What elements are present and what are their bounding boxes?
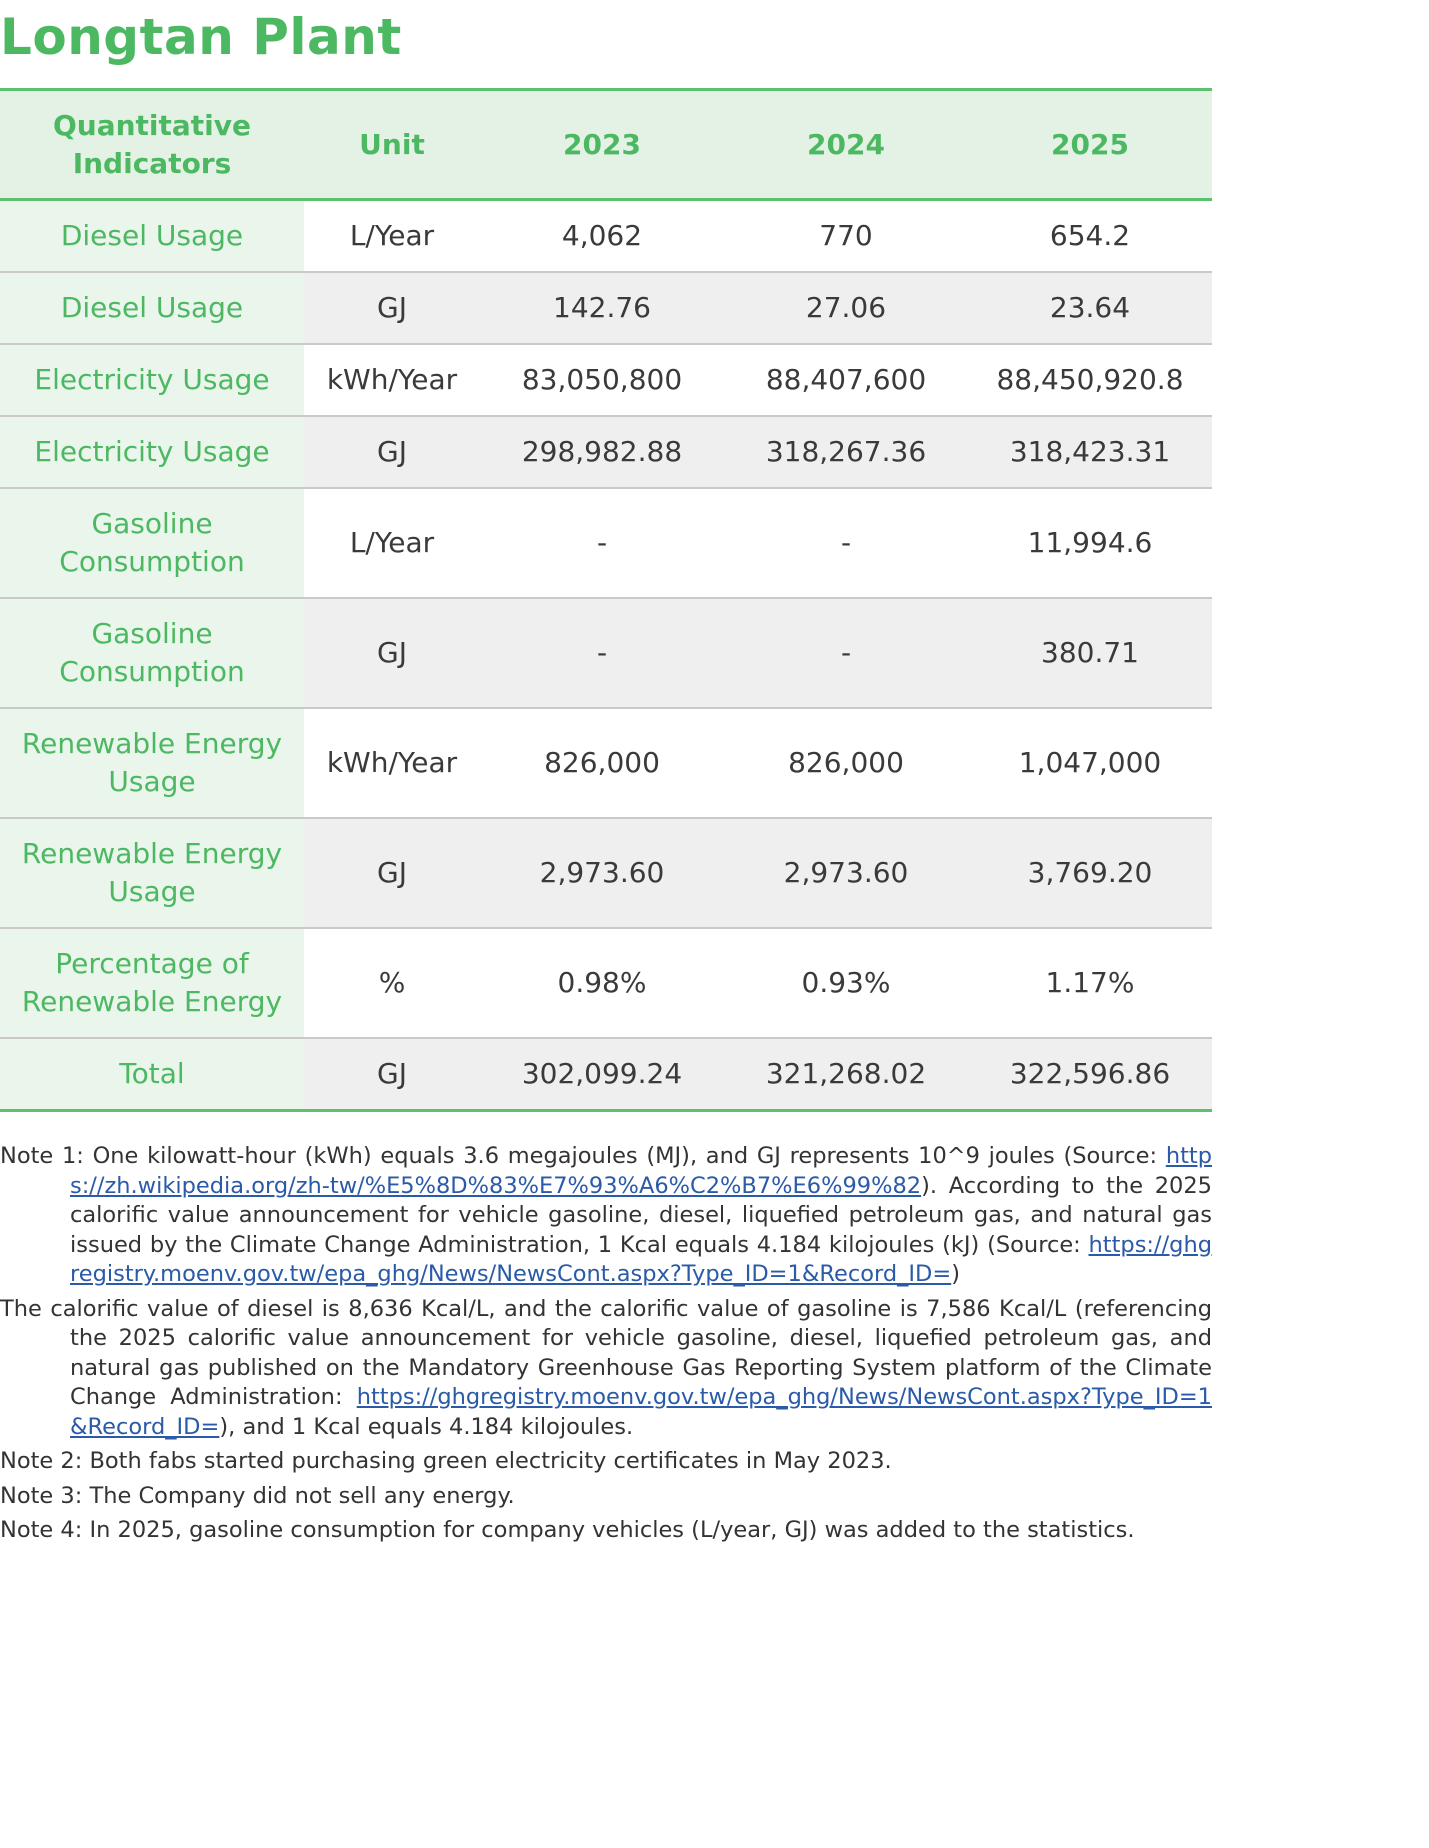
value-2025-cell: 1,047,000 bbox=[968, 708, 1212, 818]
header-2023: 2023 bbox=[480, 90, 724, 200]
indicator-cell: Total bbox=[0, 1038, 304, 1111]
unit-cell: kWh/Year bbox=[304, 344, 480, 416]
table-header-row bbox=[0, 90, 1212, 200]
value-2025-cell: 380.71 bbox=[968, 598, 1212, 708]
table-row bbox=[0, 200, 1212, 273]
value-2025-cell: 23.64 bbox=[968, 272, 1212, 344]
note-1-text-continued: ). According to the 2025 calorific value announcement for vehicle gasoline, diesel, liquefied petroleum gas, and natural gas issued by the Climate Change Administration, 1 Kcal equals 4.184 kilojoules (kJ) (Source: bbox=[70, 1172, 1212, 1258]
ghg-registry-source-link[interactable]: https://ghgregistry.moenv.gov.tw/epa_ghg/News/NewsCont.aspx?Type_ID=1&Record_ID= bbox=[70, 1231, 1212, 1287]
unit-cell: GJ bbox=[304, 598, 480, 708]
table-row bbox=[0, 708, 1212, 818]
value-2023-cell: 2,973.60 bbox=[480, 818, 724, 928]
unit-cell: L/Year bbox=[349, 219, 435, 252]
value-2024-cell: 318,267.36 bbox=[724, 416, 968, 488]
value-2023-cell: 0.98% bbox=[480, 928, 724, 1038]
table-row bbox=[0, 928, 1212, 1038]
note-2: Note 2: Both fabs started purchasing green electricity certificates in May 2023. bbox=[0, 1448, 892, 1474]
note-calorific bbox=[0, 1295, 1212, 1443]
value-2024-cell: - bbox=[724, 598, 968, 708]
indicator-cell: Gasoline Consumption bbox=[0, 488, 304, 598]
value-2024-cell: 0.93% bbox=[724, 928, 968, 1038]
indicator-cell: Renewable Energy Usage bbox=[0, 708, 304, 818]
value-2025-cell: 318,423.31 bbox=[968, 416, 1212, 488]
table-row bbox=[0, 272, 1212, 344]
value-2023-cell: - bbox=[480, 488, 724, 598]
value-2023-cell: 302,099.24 bbox=[480, 1038, 724, 1111]
ghg-registry-link[interactable]: https://ghgregistry.moenv.gov.tw/epa_ghg/News/NewsCont.aspx?Type_ID=1&Record_ID= bbox=[70, 1384, 1212, 1440]
page-title: Longtan Plant bbox=[0, 8, 402, 66]
table-row bbox=[0, 598, 1212, 708]
table-row bbox=[0, 344, 1212, 416]
indicator-cell: Diesel Usage bbox=[0, 200, 304, 273]
header-unit: Unit bbox=[304, 90, 480, 200]
unit-cell: GJ bbox=[304, 1038, 480, 1111]
value-2025-cell: 322,596.86 bbox=[968, 1038, 1212, 1111]
wikipedia-source-link[interactable]: https://zh.wikipedia.org/zh-tw/%E5%8D%83%E7%93%A6%C2%B7%E6%99%82 bbox=[70, 1143, 1212, 1199]
indicator-cell: Diesel Usage bbox=[0, 272, 304, 344]
value-2025-cell: 11,994.6 bbox=[968, 488, 1212, 598]
indicator-cell: Percentage of Renewable Energy bbox=[0, 928, 304, 1038]
indicator-cell: Gasoline Consumption bbox=[0, 598, 304, 708]
value-2025-cell: 1.17% bbox=[968, 928, 1212, 1038]
unit-cell: GJ bbox=[304, 818, 480, 928]
value-2024-cell: 321,268.02 bbox=[724, 1038, 968, 1111]
value-2024-cell: 770 bbox=[819, 219, 873, 252]
note-1 bbox=[0, 1142, 1212, 1290]
value-2024-cell: 826,000 bbox=[724, 708, 968, 818]
value-2025-cell: 88,450,920.8 bbox=[968, 344, 1212, 416]
value-2024-cell: 2,973.60 bbox=[724, 818, 968, 928]
table-row-total bbox=[0, 1038, 1212, 1111]
unit-cell: GJ bbox=[304, 272, 480, 344]
value-2023-cell: 826,000 bbox=[480, 708, 724, 818]
value-2023-cell: 298,982.88 bbox=[480, 416, 724, 488]
value-2025-cell: 3,769.20 bbox=[968, 818, 1212, 928]
calorific-text: The calorific value of diesel is 8,636 Kcal/L, and the calorific value of gasoline is 7,586 Kcal/L (referencing the 2025 calorific value announcement for vehicle gasoline, diesel, liquefied petroleum gas, and natural gas published on the Mandatory Greenhouse Gas Reporting System platform of the Climate Change Administration: bbox=[0, 1295, 1212, 1410]
indicator-cell: Electricity Usage bbox=[0, 344, 304, 416]
table-row bbox=[0, 416, 1212, 488]
note-4: Note 4: In 2025, gasoline consumption for company vehicles (L/year, GJ) was added to the statistics. bbox=[0, 1517, 1135, 1543]
header-2024: 2024 bbox=[724, 90, 968, 200]
unit-cell: L/Year bbox=[304, 488, 480, 598]
unit-cell: kWh/Year bbox=[304, 708, 480, 818]
value-2023-cell: 83,050,800 bbox=[480, 344, 724, 416]
energy-table bbox=[0, 88, 1212, 1112]
note-3: Note 3: The Company did not sell any energy. bbox=[0, 1482, 515, 1509]
value-2023-cell: 142.76 bbox=[480, 272, 724, 344]
value-2024-cell: 27.06 bbox=[724, 272, 968, 344]
notes-section bbox=[0, 1142, 1212, 1546]
value-2024-cell: 88,407,600 bbox=[724, 344, 968, 416]
value-2023-cell: - bbox=[480, 598, 724, 708]
calorific-text-end: ), and 1 Kcal equals 4.184 kilojoules. bbox=[219, 1413, 634, 1440]
table-row bbox=[0, 488, 1212, 598]
value-2023-cell: 4,062 bbox=[561, 219, 643, 252]
unit-cell: GJ bbox=[304, 416, 480, 488]
unit-cell: % bbox=[304, 928, 480, 1038]
table-row bbox=[0, 818, 1212, 928]
value-2024-cell: - bbox=[724, 488, 968, 598]
header-indicators: Quantitative Indicators bbox=[0, 90, 304, 200]
note-1-text-end: ) bbox=[951, 1261, 960, 1287]
note-1-text: Note 1: One kilowatt-hour (kWh) equals 3.6 megajoules (MJ), and GJ represents 10^9 joules (Source: bbox=[0, 1143, 1166, 1169]
indicator-cell: Electricity Usage bbox=[0, 416, 304, 488]
header-2025: 2025 bbox=[968, 90, 1212, 200]
indicator-cell: Renewable Energy Usage bbox=[0, 818, 304, 928]
value-2025-cell: 654.2 bbox=[1049, 219, 1131, 252]
